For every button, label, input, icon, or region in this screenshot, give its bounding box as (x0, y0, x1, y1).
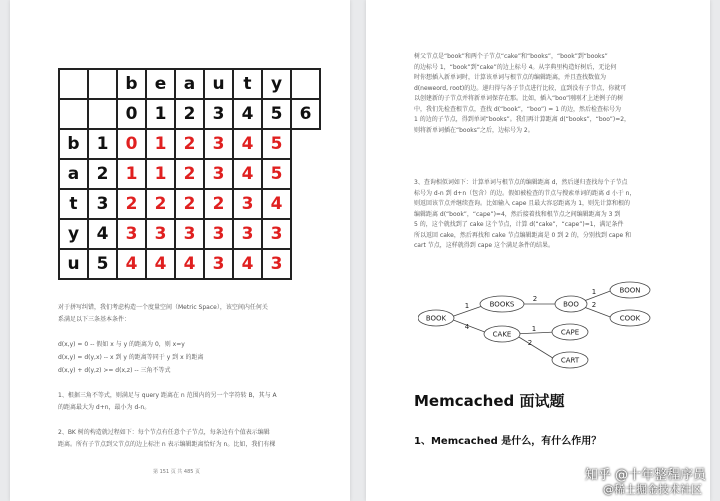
point-2-line-2: 距离。所有子节点到父节点的边上标注 n 表示编辑距离恰好为 n。比如，我们有棵 (58, 441, 276, 448)
table-cell: a (59, 159, 88, 189)
table-cell: 2 (175, 189, 204, 219)
table-cell (291, 69, 320, 99)
node-label: CART (560, 356, 580, 365)
table-cell: 3 (204, 249, 233, 279)
edge-label: 1 (531, 325, 537, 333)
table-cell: 3 (175, 219, 204, 249)
condition-2: d(x,y) = d(y,x) -- x 到 y 的距离等同于 y 到 x 的距离 (58, 354, 204, 361)
table-cell: b (117, 69, 146, 99)
table-cell: 2 (175, 129, 204, 159)
edge-label: 4 (464, 323, 470, 331)
table-cell: 3 (204, 129, 233, 159)
table-cell: 4 (117, 249, 146, 279)
section-title: Memcached 面试题 (414, 392, 565, 410)
table-cell: 5 (88, 249, 117, 279)
table-cell: 3 (88, 189, 117, 219)
table-cell (88, 69, 117, 99)
node-label: CAKE (492, 330, 512, 339)
node-label: CAPE (560, 328, 580, 337)
table-cell: 3 (146, 219, 175, 249)
paragraph-line: cart 节点，这样就得到 cape 这个满足条件的结果。 (414, 242, 554, 249)
watermark-sub: @稀土掘金技术社区 (603, 483, 702, 496)
table-cell: 5 (262, 159, 291, 189)
table-cell: e (146, 69, 175, 99)
paragraph-line: 的边标号 1，“book”到“cake”的边上标号 4。从字典里构造好树后，无论何 (414, 63, 617, 71)
edge-label: 2 (591, 301, 597, 309)
table-cell: 4 (262, 189, 291, 219)
paragraph-line: 时你想插入新单词时，计算该单词与根节点的编辑距离，并且查找数值为 (414, 74, 607, 81)
paragraph-line: 中，我们先检查根节点，查找 d(“book”，“boo”) = 1 的边，然后检查标号为 (414, 105, 621, 113)
table-row (59, 99, 320, 129)
table-cell: 3 (262, 249, 291, 279)
table-cell: 1 (146, 159, 175, 189)
node-label: BOOK (425, 314, 447, 323)
table-cell: 2 (146, 189, 175, 219)
table-cell: 3 (233, 219, 262, 249)
table-row (59, 159, 320, 189)
condition-3: d(x,y) + d(y,z) >= d(x,z) -- 三角不等式 (58, 367, 171, 374)
right-page (366, 0, 710, 501)
table-cell: 1 (88, 129, 117, 159)
paragraph-line: 标号为 d-n 到 d+n（包含）的边。假如被检查的节点与搜索单词的距离 d 小于 n， (414, 189, 636, 197)
table-cell: y (262, 69, 291, 99)
table-cell: 0 (117, 129, 146, 159)
node-label: BOO (563, 300, 579, 309)
table-row (59, 69, 320, 99)
table-cell (88, 99, 117, 129)
table-cell: 1 (146, 129, 175, 159)
table-cell: u (59, 249, 88, 279)
table-cell: t (233, 69, 262, 99)
watermark: 知乎 @十年整程序员 (584, 468, 706, 483)
node-label: BOON (619, 286, 641, 295)
edge-label: 1 (591, 288, 597, 296)
left-page (10, 0, 350, 501)
table-cell: 3 (204, 219, 233, 249)
edit-distance-table (58, 68, 321, 280)
table-cell (59, 99, 88, 129)
table-cell: u (204, 69, 233, 99)
paragraph-line: 则将新单词插在“books”之后，边标号为 2。 (414, 126, 534, 134)
paragraph-line: 3、查询相似词如下：计算单词与根节点的编辑距离 d，然后递归查找每个子节点 (414, 179, 628, 186)
table-cell: 2 (204, 189, 233, 219)
table-cell: 4 (233, 159, 262, 189)
edge-cake-cart (514, 334, 556, 360)
node-label: COOK (619, 314, 641, 323)
edge-label: 2 (527, 339, 533, 347)
table-cell: 4 (233, 99, 262, 129)
paragraph-line: 5 的，这个就找到了 cake 这个节点，计算 d(“cake”，“cape”)=1，满足条件 (414, 221, 624, 228)
table-row (59, 219, 320, 249)
question-title: 1、Memcached 是什么，有什么作用？ (414, 436, 602, 447)
bk-tree-diagram (418, 274, 678, 374)
paragraph-bk-tree-build (414, 52, 668, 136)
table-cell: 0 (117, 99, 146, 129)
table-cell: 2 (117, 189, 146, 219)
table-cell: 1 (117, 159, 146, 189)
table-cell: 2 (175, 159, 204, 189)
table-row (59, 129, 320, 159)
table-cell (59, 69, 88, 99)
node-label: BOOKS (489, 300, 515, 309)
paragraph-line: 以创建新的子节点并将新单词保存在那。比如，插入“boo”刚刚才上述例子的树 (414, 95, 624, 102)
table-cell: b (59, 129, 88, 159)
paragraph-line: 所以返回 cake，然后再找和 cake 节点编辑距离是 0 到 2 的，分别找到 cape 和 (414, 231, 632, 239)
table-cell: 6 (291, 99, 320, 129)
table-cell: t (59, 189, 88, 219)
table-cell: 4 (175, 249, 204, 279)
point-2-line-1: 2、BK 树的构造就过程如下：每个节点有任意个子节点，每条边有个值表示编辑 (58, 429, 270, 436)
point-1-line-1: 1、根据三角不等式，则满足与 query 距离在 n 范围内的另一个字符转 B，其与 A (58, 392, 277, 399)
intro-line-1: 对于拼写纠错，我们考虑构造一个度量空间（Metric Space），该空间内任何关 (58, 304, 268, 311)
point-1-line-2: 的距离最大为 d+n，最小为 d-n。 (58, 404, 151, 411)
table-cell: 4 (233, 249, 262, 279)
paragraph-line: 树父节点是“book”和两个子节点“cake”和“books”，“book”到“books” (414, 53, 608, 60)
table-cell: 4 (233, 129, 262, 159)
intro-line-2: 系满足以下三条基本条件： (58, 316, 131, 323)
table-cell: 3 (204, 159, 233, 189)
table-cell: 5 (262, 99, 291, 129)
edge-label: 2 (532, 295, 538, 303)
paragraph-line: 则返回该节点并继续查询。比如输入 cape 且最大容忍距离为 1，则先计算和根的 (414, 200, 631, 207)
condition-1: d(x,y) = 0 -- 假如 x 与 y 的距离为 0，则 x=y (58, 341, 185, 348)
paragraph-line: d(neweord, root)的边。递归得与各子节点进行比较，直到没有子节点，你就可 (414, 84, 627, 92)
table-cell: 4 (146, 249, 175, 279)
paragraph-line: 编辑距离 d(“book”，“cape”)=4，然后接着找和根节点之间编辑距离为 3 到 (414, 210, 621, 218)
table-cell: 5 (262, 129, 291, 159)
table-cell: y (59, 219, 88, 249)
paragraph-bk-tree-query (414, 178, 668, 252)
table-row (59, 249, 320, 279)
table-cell: 2 (88, 159, 117, 189)
table-cell: 3 (262, 219, 291, 249)
table-cell: 1 (146, 99, 175, 129)
table-cell: 3 (204, 99, 233, 129)
page-footer: 第 151 页 共 485 页 (153, 469, 201, 475)
table-cell: 3 (117, 219, 146, 249)
paragraph-line: 1 的边的子节点，得到单词“books”。我们再计算距离 d(“books”，“boo”)=2， (414, 116, 631, 123)
table-cell: 4 (88, 219, 117, 249)
table-row (59, 189, 320, 219)
edge-label: 1 (464, 302, 470, 310)
table-cell: 2 (175, 99, 204, 129)
table-cell: a (175, 69, 204, 99)
table-cell: 3 (233, 189, 262, 219)
